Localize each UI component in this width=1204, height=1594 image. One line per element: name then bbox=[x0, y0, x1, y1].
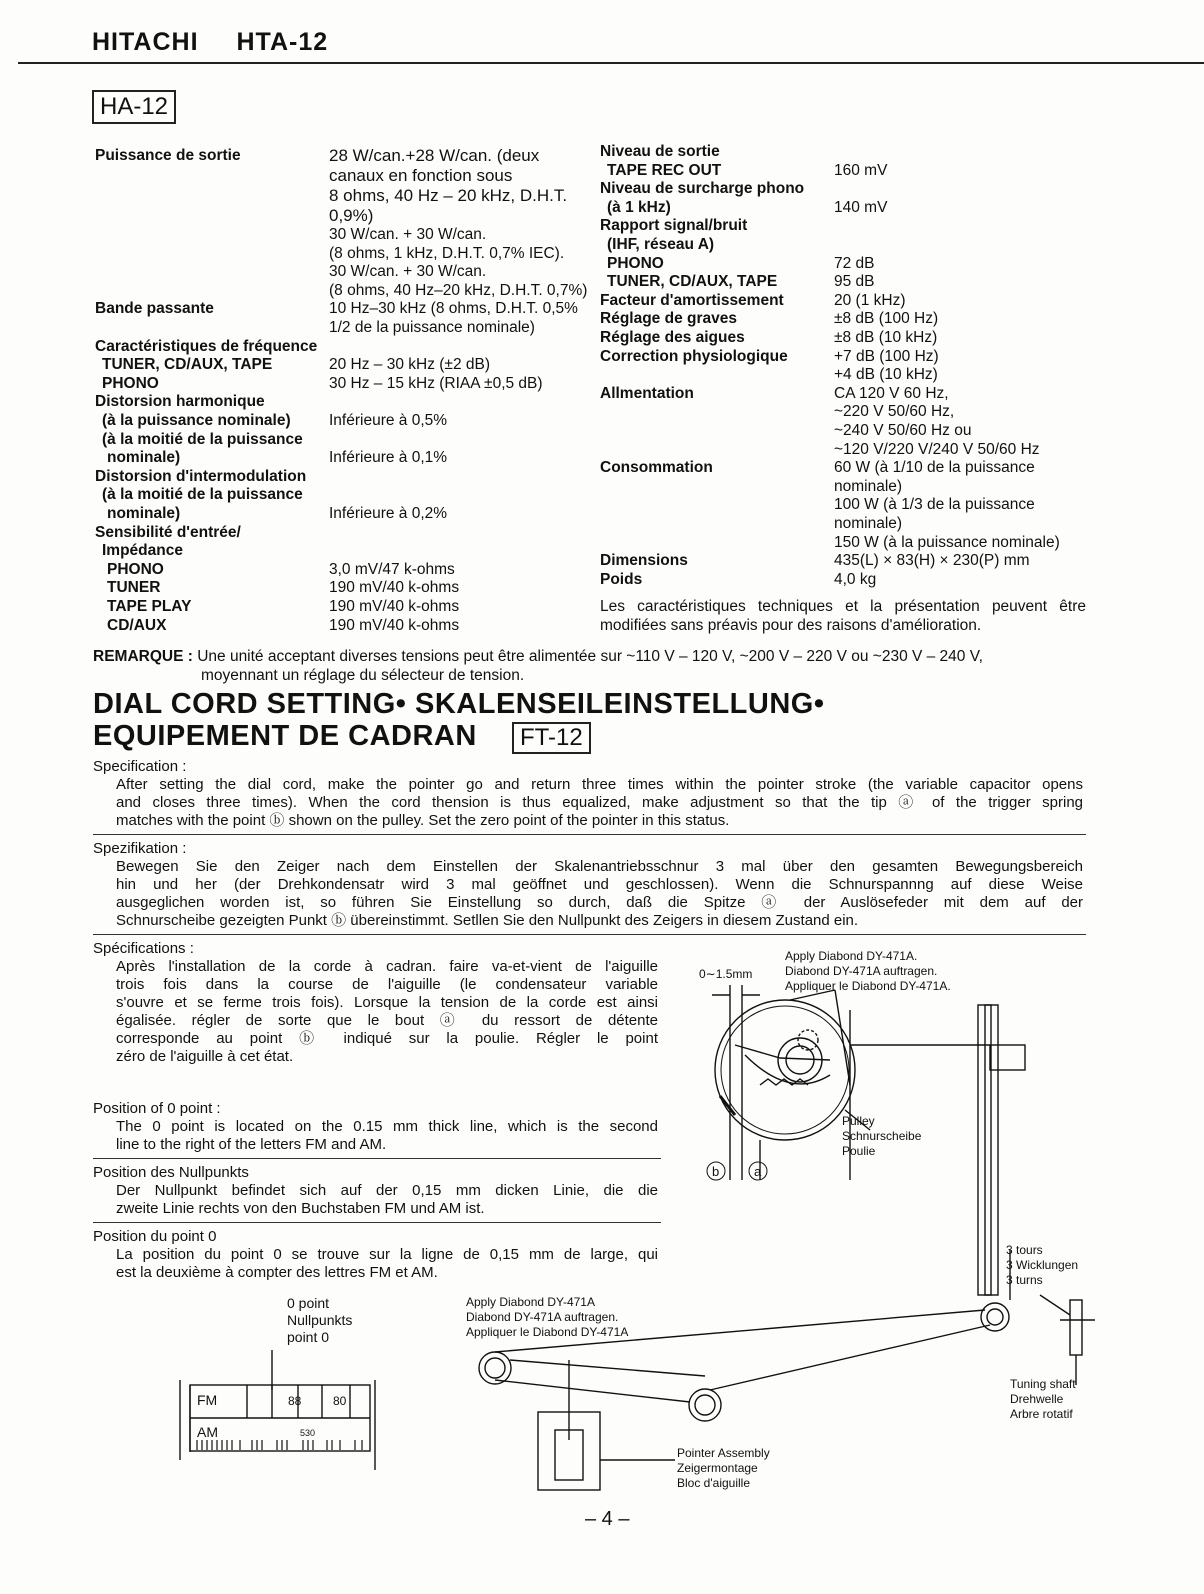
paragraph-line: line to the right of the letters FM and AM. bbox=[116, 1136, 387, 1153]
brand-name: HITACHI bbox=[92, 28, 199, 56]
pointer-label: Pointer Assembly bbox=[677, 1446, 770, 1460]
paragraph-line: Après l'installation de la corde à cadran. faire va-et-vient de l'aiguille bbox=[116, 958, 658, 975]
paragraph-line: Der Nullpunkt befindet sich auf der 0,15 mm dicken Linie, die die bbox=[116, 1182, 658, 1199]
spec-value: 160 mV bbox=[834, 161, 888, 179]
paragraph-line: The 0 point is located on the 0.15 mm thick line, which is the second bbox=[116, 1118, 658, 1135]
paragraph-line: égalisée. régler de sorte que le bout ⓐ du ressort de détente bbox=[116, 1012, 658, 1029]
apply-label-2: Apply Diabond DY-471A bbox=[466, 1295, 595, 1309]
paragraph-line: matches with the point ⓑ shown on the pulley. Set the zero point of the pointer in this status. bbox=[116, 812, 730, 829]
spec-label: Niveau de surcharge phono bbox=[600, 180, 805, 198]
spec-label: Allmentation bbox=[600, 384, 694, 402]
spec-value: 60 W (à 1/10 de la puissance bbox=[834, 459, 1035, 477]
spec-label: Caractéristiques de fréquence bbox=[95, 337, 318, 355]
paragraph-line: La position du point 0 se trouve sur la ligne de 0,15 mm de large, qui bbox=[116, 1246, 658, 1263]
spec-value: 4,0 kg bbox=[834, 570, 877, 588]
turns-label: 3 Wicklungen bbox=[1006, 1258, 1079, 1272]
spec-label: (à 1 kHz) bbox=[607, 198, 671, 216]
spec-note-line: modifiées sans préavis pour des raisons d'amélioration. bbox=[600, 616, 982, 634]
pointer-label: Bloc d'aiguille bbox=[677, 1476, 751, 1490]
scale-am: AM bbox=[197, 1424, 218, 1440]
apply-label-1: Appliquer le Diabond DY-471A. bbox=[785, 979, 951, 993]
paragraph-line: trois fois dans la course de l'aiguille (le condensateur variable bbox=[116, 976, 658, 993]
tuning-label: Arbre rotatif bbox=[1010, 1407, 1073, 1421]
scale-80: 80 bbox=[333, 1394, 347, 1408]
spec-value: Inférieure à 0,2% bbox=[329, 505, 448, 522]
spec-en-title: Specification : bbox=[93, 758, 187, 775]
remark-line: moyennant un réglage du sélecteur de tension. bbox=[201, 666, 525, 684]
spec-value: 30 Hz – 15 kHz (RIAA ±0,5 dB) bbox=[329, 374, 543, 392]
zero-point-label: Nullpunkts bbox=[287, 1312, 353, 1328]
spec-value: nominale) bbox=[834, 515, 903, 532]
spec-value: 435(L) × 83(H) × 230(P) mm bbox=[834, 552, 1030, 570]
apply-label-1: Diabond DY-471A auftragen. bbox=[785, 964, 938, 978]
spec-value: 20 Hz – 30 kHz (±2 dB) bbox=[329, 356, 490, 374]
spec-value: ~120 V/220 V/240 V 50/60 Hz bbox=[834, 440, 1040, 458]
spec-label: Facteur d'amortissement bbox=[600, 291, 784, 309]
spec-value: 190 mV/40 k-ohms bbox=[329, 579, 460, 597]
tuning-label: Tuning shaft bbox=[1010, 1377, 1076, 1391]
spec-value: Inférieure à 0,5% bbox=[329, 412, 448, 429]
zero-point-label: 0 point bbox=[287, 1295, 330, 1311]
spec-de-title: Spezifikation : bbox=[93, 840, 187, 857]
pulley-label: Schnurscheibe bbox=[842, 1129, 922, 1143]
spec-value: 20 (1 kHz) bbox=[834, 291, 906, 309]
paragraph-line: ausgeglichen worden ist, so führen Sie Einstellung so durch, daß die Spitze ⓐ der Auslösefeder mit dem auf der bbox=[116, 894, 1083, 911]
paragraph-line: est la deuxième à compter des lettres FM et AM. bbox=[116, 1264, 438, 1281]
turns-label: 3 tours bbox=[1006, 1243, 1043, 1257]
spec-value: (8 ohms, 40 Hz–20 kHz, D.H.T. 0,7%) bbox=[329, 281, 588, 299]
scale-88: 88 bbox=[288, 1394, 302, 1408]
point-b-label: b bbox=[712, 1164, 720, 1179]
spec-value: 30 W/can. + 30 W/can. bbox=[329, 263, 487, 281]
spec-label: TAPE REC OUT bbox=[607, 161, 722, 179]
spec-label: (IHF, réseau A) bbox=[607, 236, 715, 253]
spec-label: TUNER bbox=[107, 579, 161, 597]
spec-value: 100 W (à 1/3 de la puissance bbox=[834, 496, 1035, 514]
paragraph-line: corresponde au point ⓑ indiqué sur la poulie. Régler le point bbox=[116, 1030, 658, 1047]
gap-label: 0∼1.5mm bbox=[699, 967, 753, 981]
spec-value: +7 dB (100 Hz) bbox=[834, 347, 939, 365]
spec-label: TUNER, CD/AUX, TAPE bbox=[607, 273, 778, 291]
tuning-shaft-icon bbox=[1070, 1300, 1082, 1355]
spec-note-line: Les caractéristiques techniques et la présentation peuvent être bbox=[600, 598, 1086, 615]
spec-label: CD/AUX bbox=[107, 616, 167, 634]
spec-label: (à la moitié de la puissance bbox=[102, 486, 303, 504]
spec-value: 72 dB bbox=[834, 254, 875, 272]
spec-value: 3,0 mV/47 k-ohms bbox=[329, 560, 455, 578]
spec-label: Impédance bbox=[102, 542, 183, 560]
apply-label-2: Diabond DY-471A auftragen. bbox=[466, 1310, 619, 1324]
spec-label: (à la puissance nominale) bbox=[102, 412, 291, 429]
spec-value: (8 ohms, 1 kHz, D.H.T. 0,7% IEC). bbox=[329, 244, 565, 262]
paragraph-line: zweite Linie rechts von den Buchstaben FM und AM ist. bbox=[116, 1200, 485, 1217]
spec-label: PHONO bbox=[102, 374, 159, 392]
spec-value: 190 mV/40 k-ohms bbox=[329, 598, 460, 615]
spec-value: nominale) bbox=[834, 477, 903, 495]
left-pulley-icon bbox=[479, 1352, 511, 1384]
spec-label: Niveau de sortie bbox=[600, 143, 720, 160]
spec-value: canaux en fonction sous bbox=[329, 166, 513, 185]
point-a-label: a bbox=[754, 1164, 762, 1179]
right-pulley-icon bbox=[689, 1389, 721, 1421]
paragraph-line: zéro de l'aiguille à cet état. bbox=[116, 1048, 294, 1065]
pulley-icon bbox=[715, 1000, 855, 1140]
spec-label: TAPE PLAY bbox=[107, 598, 192, 615]
spec-value: 140 mV bbox=[834, 198, 888, 216]
model-name: HTA-12 bbox=[236, 28, 329, 56]
spec-label: Sensibilité d'entrée/ bbox=[95, 523, 241, 541]
apply-label-1: Apply Diabond DY-471A. bbox=[785, 949, 918, 963]
paragraph-line: After setting the dial cord, make the pointer go and return three times within the pointer stroke (the variable capacitor opens bbox=[116, 776, 1083, 793]
spec-value: 0,9%) bbox=[329, 206, 374, 225]
spec-value: 190 mV/40 k-ohms bbox=[329, 616, 460, 634]
spec-label: nominale) bbox=[107, 449, 181, 467]
scale-530: 530 bbox=[300, 1428, 316, 1438]
spec-label: Distorsion harmonique bbox=[95, 393, 265, 411]
pulley-label: Poulie bbox=[842, 1144, 876, 1158]
spec-label: PHONO bbox=[107, 560, 164, 578]
spec-value: 1/2 de la puissance nominale) bbox=[329, 319, 535, 336]
spec-value: ~240 V 50/60 Hz ou bbox=[834, 422, 972, 439]
paragraph-line: hin und her (der Drehkondensatr wird 3 mal geöffnet und geschlossen). Wenn die Schnurspannng auf diese Weise bbox=[116, 876, 1083, 893]
spec-label: nominale) bbox=[107, 505, 181, 522]
spec-value: 30 W/can. + 30 W/can. bbox=[329, 226, 487, 243]
spec-label: Distorsion d'intermodulation bbox=[95, 467, 307, 485]
turns-label: 3 turns bbox=[1006, 1273, 1043, 1287]
spec-value: 28 W/can.+28 W/can. (deux bbox=[329, 146, 540, 165]
spec-label: PHONO bbox=[607, 254, 664, 272]
spec-fr-title: Spécifications : bbox=[93, 940, 194, 957]
paragraph-line: Schnurscheibe gezeigten Punkt ⓑ übereinstimmt. Setllen Sie den Nullpunkt des Zeigers in diesem Zustand ein. bbox=[116, 912, 859, 929]
remark-line: Une unité acceptant diverses tensions peut être alimentée sur ~110 V – 120 V, ~200 V – 220 V ou ~230 V – 240 V, bbox=[197, 648, 983, 665]
section-title-2: EQUIPEMENT DE CADRAN bbox=[93, 720, 477, 752]
spec-value: Inférieure à 0,1% bbox=[329, 449, 448, 467]
section-box: FT-12 bbox=[512, 722, 591, 754]
spec-value: 8 ohms, 40 Hz – 20 kHz, D.H.T. bbox=[329, 186, 568, 205]
spec-label: Bande passante bbox=[95, 300, 214, 318]
paragraph-line: Bewegen Sie den Zeiger nach dem Einstellen der Skalenantriebsschnur 3 mal über den gesamten Bewegungsbereich bbox=[116, 858, 1083, 875]
section-title: DIAL CORD SETTING• SKALENSEILEINSTELLUNG• bbox=[93, 688, 825, 720]
spec-label: Puissance de sortie bbox=[95, 147, 241, 164]
spec-label: Réglage de graves bbox=[600, 310, 737, 328]
apply-label-2: Appliquer le Diabond DY-471A bbox=[466, 1325, 629, 1339]
spec-value: ±8 dB (10 kHz) bbox=[834, 329, 938, 346]
scale-fm: FM bbox=[197, 1392, 218, 1408]
spec-value: 10 Hz–30 kHz (8 ohms, D.H.T. 0,5% bbox=[329, 300, 578, 318]
pointer-label: Zeigermontage bbox=[677, 1461, 758, 1475]
pos-de-title: Position des Nullpunkts bbox=[93, 1164, 249, 1181]
paragraph-line: s'ouvre et se ferme trois fois). Lorsque la tension de la corde est ainsi bbox=[116, 994, 658, 1011]
spec-label: (à la moitié de la puissance bbox=[102, 430, 303, 448]
page-number: – 4 – bbox=[585, 1508, 630, 1530]
tuning-label: Drehwelle bbox=[1010, 1392, 1064, 1406]
zero-point-label: point 0 bbox=[287, 1329, 330, 1345]
spec-label: TUNER, CD/AUX, TAPE bbox=[102, 356, 273, 374]
spec-value: +4 dB (10 kHz) bbox=[834, 366, 938, 384]
model-box: HA-12 bbox=[92, 90, 176, 124]
pulley-label: Pulley bbox=[842, 1114, 875, 1128]
spec-value: ~220 V 50/60 Hz, bbox=[834, 403, 955, 421]
spec-label: Dimensions bbox=[600, 552, 688, 570]
remark-label: REMARQUE : bbox=[93, 648, 193, 665]
paragraph-line: and closes three times). When the cord thension is thus equalized, make adjustment so that the tip ⓐ of the trigger spring bbox=[116, 794, 1083, 811]
spec-label: Rapport signal/bruit bbox=[600, 217, 748, 235]
spec-label: Réglage des aigues bbox=[600, 329, 745, 346]
spec-value: ±8 dB (100 Hz) bbox=[834, 310, 939, 328]
spec-value: 150 W (à la puissance nominale) bbox=[834, 533, 1060, 551]
spec-value: CA 120 V 60 Hz, bbox=[834, 384, 949, 402]
spec-value: 95 dB bbox=[834, 273, 875, 291]
spec-label: Correction physiologique bbox=[600, 347, 788, 365]
spec-label: Consommation bbox=[600, 459, 713, 477]
spec-label: Poids bbox=[600, 570, 643, 588]
pos-en-title: Position of 0 point : bbox=[93, 1100, 221, 1117]
pos-fr-title: Position du point 0 bbox=[93, 1228, 217, 1245]
am-scale-ticks bbox=[197, 1440, 362, 1450]
